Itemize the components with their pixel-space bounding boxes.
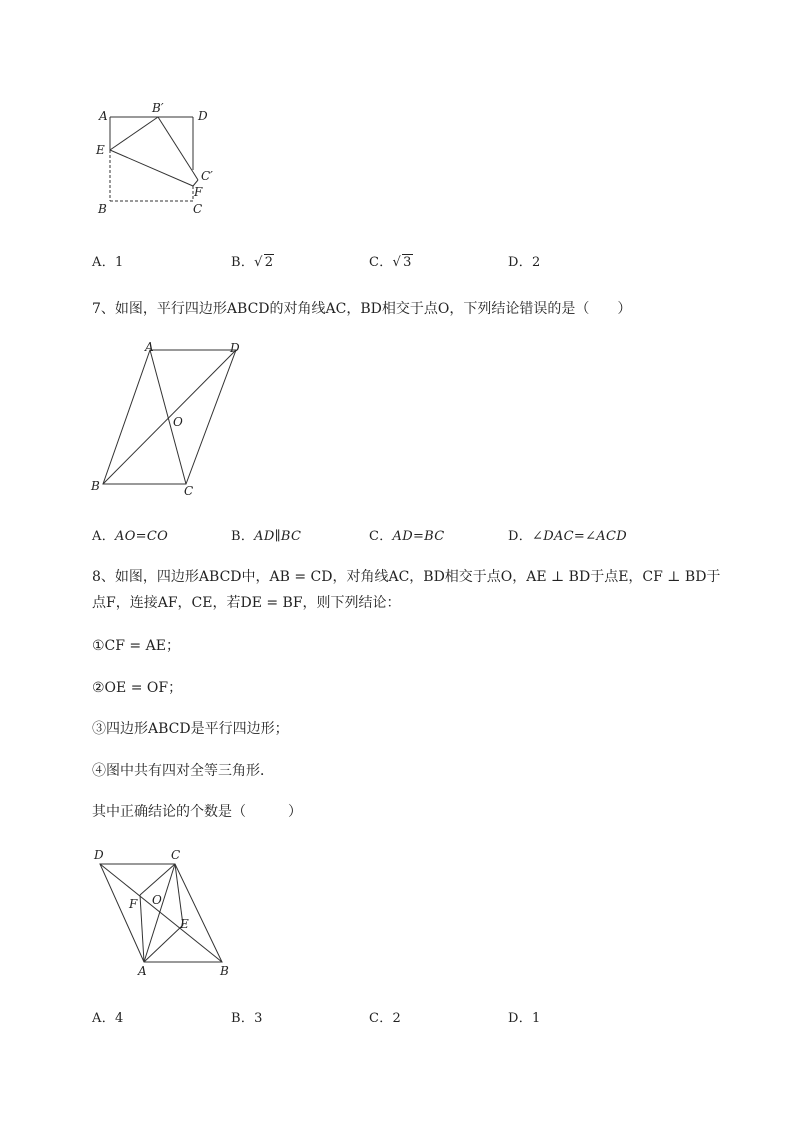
label-C: C (193, 202, 203, 216)
q6-option-d: D．2 (508, 255, 541, 270)
quadrilateral-figure (88, 842, 248, 982)
label-B: B (220, 964, 229, 978)
label-E: E (180, 917, 189, 931)
label-B: B (91, 479, 100, 493)
q8-conclusion-3: ③四边形ABCD是平行四边形； (92, 721, 289, 737)
label-D: D (198, 109, 208, 123)
q7-option-d: D．∠DAC=∠ACD (508, 529, 627, 544)
label-D: D (94, 848, 104, 862)
label-A: A (138, 964, 147, 978)
q8-option-a: A．4 (92, 1011, 124, 1026)
label-E: E (96, 143, 105, 157)
label-F: F (129, 897, 138, 911)
q8-conclusion-4: ④图中共有四对全等三角形． (92, 763, 274, 779)
label-B-prime: B′ (152, 101, 164, 115)
label-A: A (145, 340, 154, 354)
q8-stem-line1: 8、如图，四边形ABCD中，AB = CD，对角线AC，BD相交于点O，AE ⊥ BD于点E，CF ⊥ BD于 (92, 569, 721, 585)
sqrt-icon: √ (254, 255, 263, 270)
label-C: C (171, 848, 181, 862)
q8-option-c: C．2 (369, 1011, 402, 1026)
q8-option-d: D．1 (508, 1011, 541, 1026)
label-O: O (173, 415, 183, 429)
q7-option-b: B．AD∥BC (231, 529, 302, 544)
q6-option-a: A．1 (92, 255, 124, 270)
q8-conclusion-1: ①CF = AE； (92, 638, 180, 654)
label-C: C (184, 484, 194, 498)
label-A: A (99, 109, 108, 123)
q7-option-a: A．AO=CO (92, 529, 169, 544)
q6-option-c: C．√ 3 (369, 255, 412, 270)
q8-question: 其中正确结论的个数是（ ） (92, 804, 302, 820)
q8-stem-line2: 点F，连接AF，CE，若DE = BF，则下列结论： (92, 595, 401, 611)
label-C-prime: C′ (201, 169, 213, 183)
q7-option-c: C．AD=BC (369, 529, 445, 544)
label-F: F (194, 185, 203, 199)
q8-option-b: B．3 (231, 1011, 263, 1026)
q8-conclusion-2: ②OE = OF； (92, 680, 183, 696)
fold-square-figure (90, 100, 230, 220)
label-B: B (98, 202, 107, 216)
sqrt-icon: √ (392, 255, 402, 270)
label-O: O (152, 893, 162, 907)
q6-option-b: B．√ 2 (231, 255, 274, 270)
label-D: D (230, 341, 240, 355)
q7-stem: 7、如图，平行四边形ABCD的对角线AC，BD相交于点O，下列结论错误的是（ ） (92, 301, 632, 317)
parallelogram-figure (88, 338, 258, 503)
